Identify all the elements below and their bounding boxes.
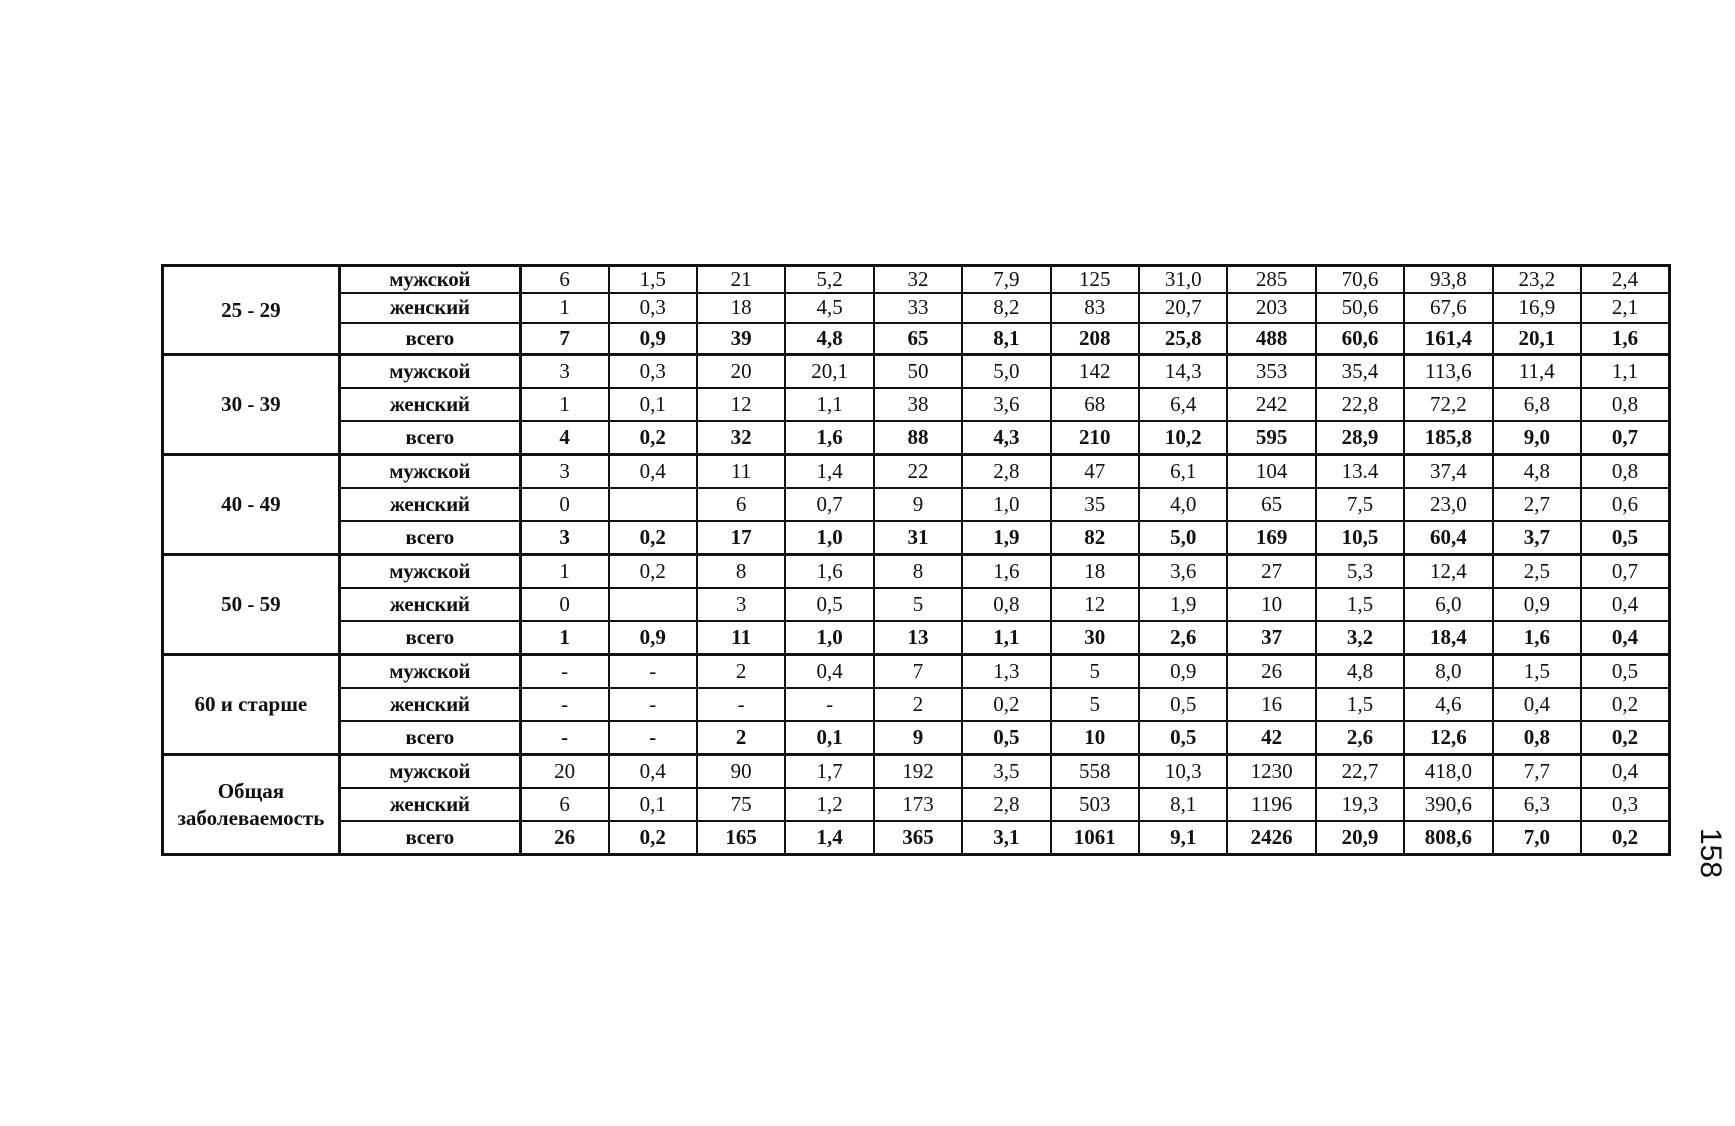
table-cell: 0,2 [1581,688,1669,721]
table-cell: 50,6 [1316,293,1404,323]
table-cell: 203 [1227,293,1315,323]
table-cell: 0,2 [609,521,697,555]
table-cell: 60,6 [1316,323,1404,355]
table-cell: 90 [697,755,785,788]
table-cell: 0,2 [962,688,1050,721]
table-row [163,788,1670,821]
sex-label: всего [339,521,520,555]
table-row [163,521,1670,555]
table-cell: - [609,688,697,721]
table-cell: 1230 [1227,755,1315,788]
table-cell: 88 [874,421,962,455]
table-cell: 1,7 [785,755,873,788]
table-cell: 1,9 [1139,588,1227,621]
table-cell: - [609,721,697,755]
table-cell: 4,8 [785,323,873,355]
table-cell: 2 [697,721,785,755]
table-cell: 0,5 [1139,688,1227,721]
table-cell: 50 [874,355,962,388]
table-cell: 6 [697,488,785,521]
table-cell: 5,3 [1316,555,1404,588]
table-row [163,421,1670,455]
table-cell: 1,5 [1493,655,1581,688]
table-cell [609,588,697,621]
table-cell: 14,3 [1139,355,1227,388]
table-cell: 1,6 [962,555,1050,588]
table-cell: 0,3 [1581,788,1669,821]
table-cell: 3,1 [962,821,1050,855]
table-cell: 1 [520,555,608,588]
table-cell: 3 [520,521,608,555]
table-cell: 31 [874,521,962,555]
table-cell: 285 [1227,266,1315,293]
table-cell: 8 [697,555,785,588]
table-cell: 165 [697,821,785,855]
table-cell: 35 [1051,488,1139,521]
table-cell: 365 [874,821,962,855]
table-cell: 1 [520,293,608,323]
table-cell: 12,6 [1404,721,1492,755]
table-row [163,688,1670,721]
table-cell: 503 [1051,788,1139,821]
table-cell: 82 [1051,521,1139,555]
table-cell: 1,6 [785,421,873,455]
sex-label: женский [339,388,520,421]
sex-label: мужской [339,555,520,588]
sex-label: всего [339,421,520,455]
table-cell: 18 [697,293,785,323]
table-cell: 6,8 [1493,388,1581,421]
table-cell: 22,8 [1316,388,1404,421]
table-cell: 488 [1227,323,1315,355]
table-cell: 16,9 [1493,293,1581,323]
table-cell: 8,1 [1139,788,1227,821]
table-cell: 7,5 [1316,488,1404,521]
table-cell: 70,6 [1316,266,1404,293]
table-cell: 17 [697,521,785,555]
table-cell: 31,0 [1139,266,1227,293]
table-cell: 20,1 [785,355,873,388]
table-cell: 1,6 [785,555,873,588]
table-cell: 0,4 [1581,621,1669,655]
sex-label: мужской [339,655,520,688]
table-cell: 4,8 [1316,655,1404,688]
table-cell: 6 [520,788,608,821]
table-cell: 1,9 [962,521,1050,555]
table-cell: 8,1 [962,323,1050,355]
table-cell: 0,5 [1139,721,1227,755]
table-cell: 104 [1227,455,1315,488]
table-cell: - [520,688,608,721]
age-group-label: Общая заболеваемость [163,755,340,855]
table-cell: 27 [1227,555,1315,588]
table-cell: 0,4 [609,455,697,488]
sex-label: женский [339,293,520,323]
table-cell: 0,6 [1581,488,1669,521]
table-cell: 4,8 [1493,455,1581,488]
table-cell: 5 [1051,655,1139,688]
sex-label: мужской [339,266,520,293]
table-cell: 0,2 [609,821,697,855]
table-cell: 5,0 [962,355,1050,388]
table-cell: 20 [520,755,608,788]
sex-label: мужской [339,355,520,388]
table-row [163,266,1670,293]
table-cell: 1061 [1051,821,1139,855]
table-cell: 2,1 [1581,293,1669,323]
table-cell: 0,3 [609,293,697,323]
table-cell: 2,6 [1316,721,1404,755]
table-cell: 113,6 [1404,355,1492,388]
table-cell: 0,9 [1493,588,1581,621]
table-cell: 4,5 [785,293,873,323]
table-cell: 0,5 [962,721,1050,755]
table-cell: 83 [1051,293,1139,323]
table-cell: 7 [874,655,962,688]
table-cell: 37 [1227,621,1315,655]
table-cell: 1,4 [785,821,873,855]
table-cell: 37,4 [1404,455,1492,488]
table-cell: 3,7 [1493,521,1581,555]
table-cell: 0,4 [785,655,873,688]
table-cell: 20,1 [1493,323,1581,355]
table-cell: 0,4 [1581,755,1669,788]
age-group-label: 30 - 39 [163,355,340,455]
table-cell: 20,9 [1316,821,1404,855]
table-cell: 72,2 [1404,388,1492,421]
table-cell: 42 [1227,721,1315,755]
table-cell: 26 [1227,655,1315,688]
table-cell: 0,4 [609,755,697,788]
table-cell: 4 [520,421,608,455]
table-row [163,721,1670,755]
table-cell: 2,8 [962,788,1050,821]
morbidity-table-container [161,264,1671,856]
table-cell: 2,6 [1139,621,1227,655]
table-cell: 25,8 [1139,323,1227,355]
table-cell: 10 [1227,588,1315,621]
table-cell: 1,1 [785,388,873,421]
age-group-label: 60 и старше [163,655,340,755]
table-cell: 35,4 [1316,355,1404,388]
table-cell: 595 [1227,421,1315,455]
age-group-label: 50 - 59 [163,555,340,655]
table-cell: 0,4 [1493,688,1581,721]
table-cell: 2,4 [1581,266,1669,293]
table-cell: 125 [1051,266,1139,293]
table-cell: 3,6 [1139,555,1227,588]
sex-label: мужской [339,455,520,488]
table-cell: 3,5 [962,755,1050,788]
table-cell: 1 [520,621,608,655]
table-row [163,555,1670,588]
table-cell: 208 [1051,323,1139,355]
table-cell: 7,9 [962,266,1050,293]
table-cell: 3 [520,355,608,388]
table-cell: 353 [1227,355,1315,388]
table-cell: 0 [520,588,608,621]
table-cell: 26 [520,821,608,855]
table-cell: 161,4 [1404,323,1492,355]
table-cell: 16 [1227,688,1315,721]
table-cell: 0,3 [609,355,697,388]
table-cell: 0,5 [785,588,873,621]
table-cell: 11 [697,455,785,488]
table-cell: 11,4 [1493,355,1581,388]
table-cell: 0,1 [609,388,697,421]
table-cell: 9 [874,721,962,755]
table-cell: 6,4 [1139,388,1227,421]
table-cell: 4,3 [962,421,1050,455]
table-cell: 142 [1051,355,1139,388]
table-row [163,455,1670,488]
table-cell: 39 [697,323,785,355]
table-cell: 30 [1051,621,1139,655]
table-cell: 1,0 [785,621,873,655]
table-cell: 13 [874,621,962,655]
table-cell: 0,8 [1493,721,1581,755]
table-cell: 8,0 [1404,655,1492,688]
table-cell: 4,6 [1404,688,1492,721]
table-cell: 192 [874,755,962,788]
sex-label: мужской [339,755,520,788]
table-cell: 93,8 [1404,266,1492,293]
table-cell: 0,5 [1581,655,1669,688]
table-cell: 23,2 [1493,266,1581,293]
table-cell: 18 [1051,555,1139,588]
table-cell: 6,1 [1139,455,1227,488]
table-cell: 1 [520,388,608,421]
morbidity-table [161,264,1671,856]
table-cell: 0,7 [1581,555,1669,588]
table-cell: 23,0 [1404,488,1492,521]
table-cell: 0,1 [609,788,697,821]
table-cell: 6 [520,266,608,293]
sex-label: всего [339,323,520,355]
table-cell: 5 [874,588,962,621]
sex-label: женский [339,488,520,521]
table-cell: 3,6 [962,388,1050,421]
table-cell: 21 [697,266,785,293]
morbidity-table-body [163,266,1670,855]
table-row [163,588,1670,621]
table-cell: 2,7 [1493,488,1581,521]
table-cell: 2426 [1227,821,1315,855]
table-cell: 1196 [1227,788,1315,821]
table-cell: - [609,655,697,688]
table-cell: 10,2 [1139,421,1227,455]
table-cell: 0,9 [609,323,697,355]
age-group-label: 25 - 29 [163,266,340,355]
table-cell: 1,5 [609,266,697,293]
table-cell: 3,2 [1316,621,1404,655]
sex-label: женский [339,688,520,721]
table-cell: 22,7 [1316,755,1404,788]
table-cell: 13.4 [1316,455,1404,488]
table-cell: 9,1 [1139,821,1227,855]
table-cell: 22 [874,455,962,488]
table-cell: 67,6 [1404,293,1492,323]
table-cell: 20 [697,355,785,388]
table-cell: 5,2 [785,266,873,293]
table-cell: 0,8 [1581,455,1669,488]
table-cell: 6,3 [1493,788,1581,821]
table-cell: 2 [697,655,785,688]
table-cell: 418,0 [1404,755,1492,788]
table-row [163,621,1670,655]
table-cell: 1,5 [1316,588,1404,621]
sex-label: женский [339,788,520,821]
table-cell: 47 [1051,455,1139,488]
table-cell: 2 [874,688,962,721]
sex-label: всего [339,821,520,855]
table-cell: 1,1 [1581,355,1669,388]
table-cell: 60,4 [1404,521,1492,555]
sex-label: всего [339,721,520,755]
table-cell: 75 [697,788,785,821]
table-cell: 0,1 [785,721,873,755]
table-cell: 3 [697,588,785,621]
sex-label: женский [339,588,520,621]
table-cell: 0 [520,488,608,521]
table-cell: 173 [874,788,962,821]
age-group-label: 40 - 49 [163,455,340,555]
table-cell: 19,3 [1316,788,1404,821]
table-cell: 10,5 [1316,521,1404,555]
table-cell: 0,5 [1581,521,1669,555]
table-cell: 390,6 [1404,788,1492,821]
table-cell: 185,8 [1404,421,1492,455]
table-cell: 8 [874,555,962,588]
table-cell: 12 [697,388,785,421]
table-cell: 9,0 [1493,421,1581,455]
table-cell: 1,1 [962,621,1050,655]
table-cell: 65 [874,323,962,355]
page-number: 158 [1694,827,1728,879]
sex-label: всего [339,621,520,655]
table-cell: 7,0 [1493,821,1581,855]
table-cell: 68 [1051,388,1139,421]
table-cell: 2,5 [1493,555,1581,588]
table-cell: 210 [1051,421,1139,455]
table-cell: 10 [1051,721,1139,755]
table-cell: 11 [697,621,785,655]
table-cell: 169 [1227,521,1315,555]
table-cell: 32 [874,266,962,293]
table-cell: 33 [874,293,962,323]
table-cell: 808,6 [1404,821,1492,855]
table-cell: 2,8 [962,455,1050,488]
table-cell: 7 [520,323,608,355]
table-cell: 1,6 [1581,323,1669,355]
table-row [163,821,1670,855]
table-cell: 4,0 [1139,488,1227,521]
table-cell: 0,7 [785,488,873,521]
table-cell: 38 [874,388,962,421]
table-cell: 65 [1227,488,1315,521]
table-cell: 12,4 [1404,555,1492,588]
table-cell: 8,2 [962,293,1050,323]
table-cell: 12 [1051,588,1139,621]
table-cell: 0,2 [609,421,697,455]
table-cell: 5,0 [1139,521,1227,555]
table-cell: 18,4 [1404,621,1492,655]
table-cell: 242 [1227,388,1315,421]
table-cell: 0,8 [962,588,1050,621]
table-cell: 0,2 [1581,821,1669,855]
table-row [163,323,1670,355]
table-cell: 1,3 [962,655,1050,688]
table-cell: 6,0 [1404,588,1492,621]
table-cell: 1,4 [785,455,873,488]
table-row [163,388,1670,421]
table-cell: 0,9 [609,621,697,655]
table-cell: 0,2 [1581,721,1669,755]
table-cell: 1,6 [1493,621,1581,655]
table-cell: 3 [520,455,608,488]
table-cell: - [697,688,785,721]
table-cell: - [785,688,873,721]
table-cell: 1,5 [1316,688,1404,721]
table-cell: 32 [697,421,785,455]
table-row [163,488,1670,521]
table-cell: 0,2 [609,555,697,588]
table-row [163,355,1670,388]
table-row [163,293,1670,323]
table-row [163,655,1670,688]
table-cell: 7,7 [1493,755,1581,788]
table-cell: 1,2 [785,788,873,821]
table-row [163,755,1670,788]
table-cell: 1,0 [962,488,1050,521]
table-cell: 0,4 [1581,588,1669,621]
table-cell: 20,7 [1139,293,1227,323]
table-cell: 1,0 [785,521,873,555]
table-cell: 5 [1051,688,1139,721]
table-cell: - [520,655,608,688]
table-cell: 0,9 [1139,655,1227,688]
table-cell: 9 [874,488,962,521]
table-cell: 10,3 [1139,755,1227,788]
table-cell: 0,8 [1581,388,1669,421]
table-cell: 558 [1051,755,1139,788]
table-cell: 28,9 [1316,421,1404,455]
table-cell [609,488,697,521]
table-cell: 0,7 [1581,421,1669,455]
table-cell: - [520,721,608,755]
